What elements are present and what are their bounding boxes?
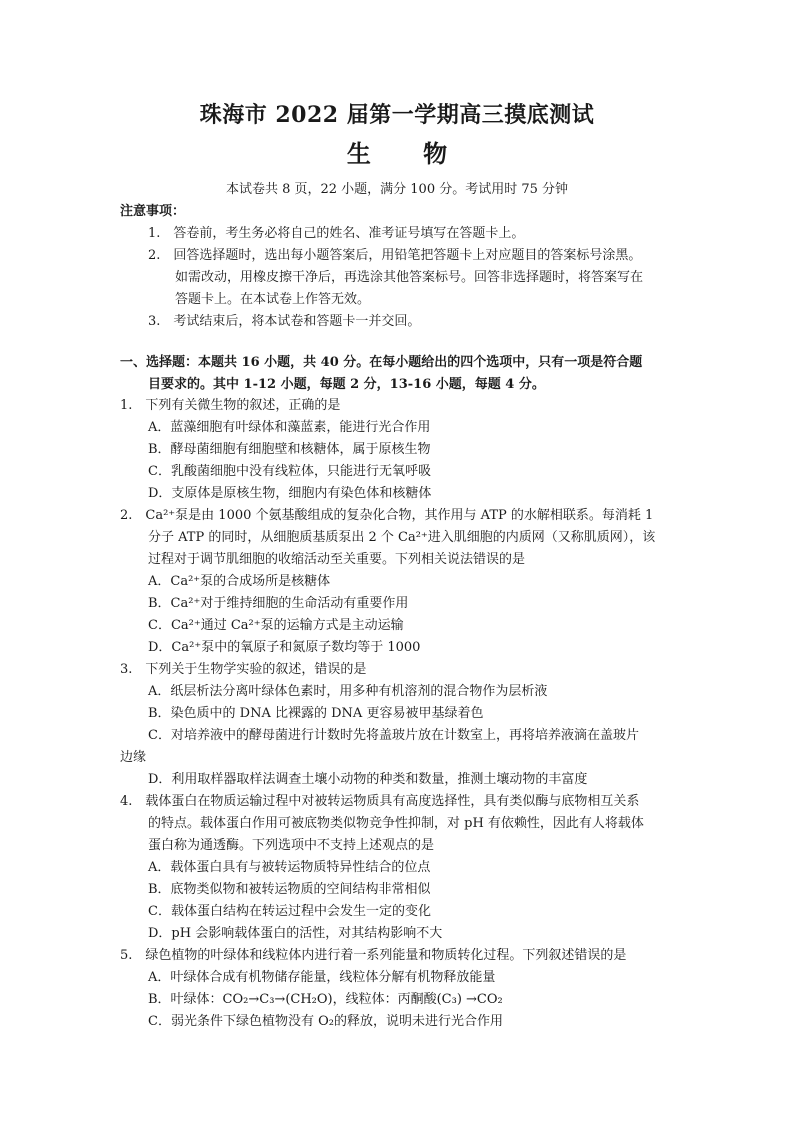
question-stem: 2. Ca²⁺泵是由 1000 个氨基酸组成的复杂化合物，其作用与 ATP 的水解相联系。每消耗 1 bbox=[120, 508, 654, 523]
question-stem: 5. 绿色植物的叶绿体和线粒体内进行着一系列能量和物质转化过程。下列叙述错误的是 bbox=[120, 948, 627, 963]
question-option: B．底物类似物和被转运物质的空间结构非常相似 bbox=[148, 882, 431, 897]
question-stem: 分子 ATP 的同时，从细胞质基质泵出 2 个 Ca²⁺进入肌细胞的内质网（又称肌质网），该 bbox=[148, 530, 656, 545]
question-option: 边缘 bbox=[120, 750, 147, 765]
question-option: C．对培养液中的酵母菌进行计数时先将盖玻片放在计数室上，再将培养液滴在盖玻片 bbox=[148, 728, 639, 743]
question-stem: 1. 下列有关微生物的叙述，正确的是 bbox=[120, 398, 341, 413]
question-option: B．染色质中的 DNA 比裸露的 DNA 更容易被甲基绿着色 bbox=[148, 706, 484, 721]
notice-item: 如需改动，用橡皮擦干净后，再选涂其他答案标号。回答非选择题时，将答案写在 bbox=[175, 270, 644, 285]
question-option: A．Ca²⁺泵的合成场所是核糖体 bbox=[148, 574, 331, 589]
question-option: A．叶绿体合成有机物储存能量，线粒体分解有机物释放能量 bbox=[148, 970, 496, 985]
notice-item: 3. 考试结束后，将本试卷和答题卡一并交回。 bbox=[148, 314, 421, 329]
notice-item: 答题卡上。在本试卷上作答无效。 bbox=[175, 292, 371, 307]
question-option: D．支原体是原核生物，细胞内有染色体和核糖体 bbox=[148, 486, 432, 501]
exam-title: 珠海市 2022 届第一学期高三摸底测试 bbox=[199, 102, 595, 128]
notice-item: 2. 回答选择题时，选出每小题答案后，用铅笔把答题卡上对应题目的答案标号涂黑。 bbox=[148, 248, 642, 263]
question-option: D．Ca²⁺泵中的氧原子和氮原子数均等于 1000 bbox=[148, 640, 421, 655]
exam-info: 本试卷共 8 页，22 小题，满分 100 分。考试用时 75 分钟 bbox=[225, 182, 569, 197]
question-option: C．载体蛋白结构在转运过程中会发生一定的变化 bbox=[148, 904, 431, 919]
question-stem: 的特点。载体蛋白作用可被底物类似物竞争性抑制，对 pH 有依赖性，因此有人将载体 bbox=[148, 816, 644, 831]
question-option: B．酵母菌细胞有细胞壁和核糖体，属于原核生物 bbox=[148, 442, 431, 457]
question-option: D．利用取样器取样法调查土壤小动物的种类和数量，推测土壤动物的丰富度 bbox=[148, 772, 588, 787]
question-option: D．pH 会影响载体蛋白的活性，对其结构影响不大 bbox=[148, 926, 443, 941]
question-option: C．乳酸菌细胞中没有线粒体，只能进行无氧呼吸 bbox=[148, 464, 431, 479]
question-stem: 过程对于调节肌细胞的收缩活动至关重要。下列相关说法错误的是 bbox=[148, 552, 526, 567]
question-stem: 3. 下列关于生物学实验的叙述，错误的是 bbox=[120, 662, 367, 677]
section-heading: 目要求的。其中 1-12 小题，每题 2 分，13-16 小题，每题 4 分。 bbox=[148, 377, 545, 392]
question-option: B．叶绿体：CO₂→C₃→(CH₂O)，线粒体：丙酮酸(C₃) →CO₂ bbox=[148, 992, 503, 1007]
subject-title: 生 物 bbox=[346, 139, 470, 168]
question-option: A．载体蛋白具有与被转运物质特异性结合的位点 bbox=[148, 860, 431, 875]
question-option: C．Ca²⁺通过 Ca²⁺泵的运输方式是主动运输 bbox=[148, 618, 404, 633]
question-option: A．纸层析法分离叶绿体色素时，用多种有机溶剂的混合物作为层析液 bbox=[148, 684, 548, 699]
question-option: B．Ca²⁺对于维持细胞的生命活动有重要作用 bbox=[148, 596, 409, 611]
question-stem: 4. 载体蛋白在物质运输过程中对被转运物质具有高度选择性，具有类似酶与底物相互关系 bbox=[120, 794, 640, 809]
section-heading: 一、选择题：本题共 16 小题，共 40 分。在每小题给出的四个选项中，只有一项是符合题 bbox=[120, 355, 643, 370]
question-option: A．蓝藻细胞有叶绿体和藻蓝素，能进行光合作用 bbox=[148, 420, 431, 435]
notice-item: 1. 答卷前，考生务必将自己的姓名、准考证号填写在答题卡上。 bbox=[148, 226, 525, 241]
question-option: C．弱光条件下绿色植物没有 O₂的释放，说明未进行光合作用 bbox=[148, 1014, 503, 1029]
notice-heading: 注意事项： bbox=[120, 204, 186, 219]
question-stem: 蛋白称为通透酶。下列选项中不支持上述观点的是 bbox=[148, 838, 435, 853]
